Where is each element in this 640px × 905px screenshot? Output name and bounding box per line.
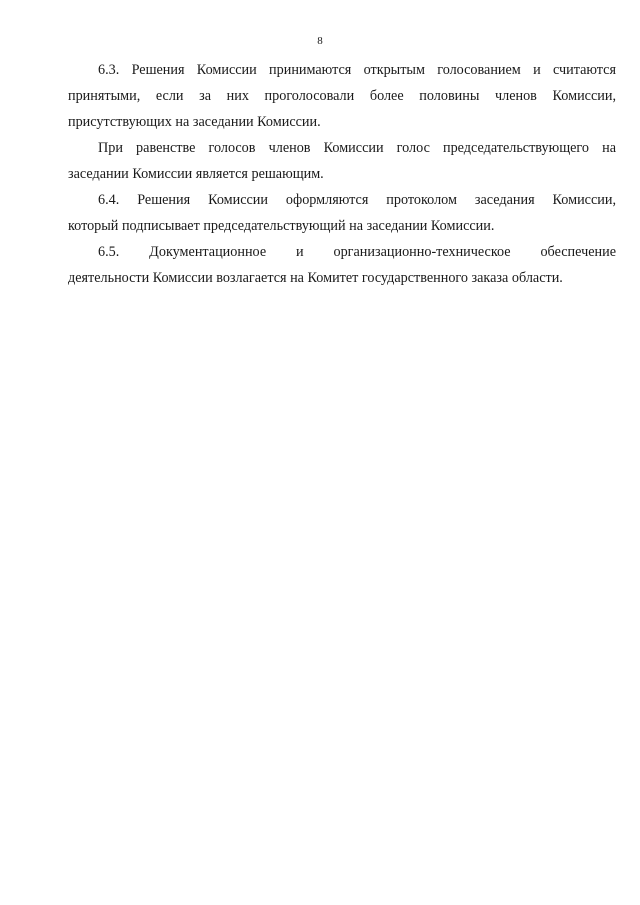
document-body	[68, 57, 616, 291]
paragraph-line: При равенстве голосов членов Комиссии голос председательствующего на	[98, 140, 616, 156]
paragraph-line: принятыми, если за них проголосовали более половины членов Комиссии,	[68, 88, 616, 104]
paragraph-line: 6.3. Решения Комиссии принимаются открытым голосованием и считаются	[98, 62, 616, 78]
paragraph-6-3	[68, 57, 616, 135]
paragraph-line: который подписывает председательствующий на заседании Комиссии.	[68, 218, 495, 234]
page-number: 8	[317, 35, 323, 47]
paragraph-line: 6.4. Решения Комиссии оформляются протоколом заседания Комиссии,	[98, 192, 616, 208]
paragraph-6-4	[68, 187, 616, 239]
paragraph-6-5	[68, 239, 616, 291]
paragraph-line: заседании Комиссии является решающим.	[68, 166, 324, 182]
paragraph-tie-vote	[68, 135, 616, 187]
paragraph-line: 6.5. Документационное и организационно-техническое обеспечение	[98, 244, 616, 260]
paragraph-line: деятельности Комиссии возлагается на Комитет государственного заказа области.	[68, 270, 563, 286]
paragraph-line: присутствующих на заседании Комиссии.	[68, 114, 321, 130]
